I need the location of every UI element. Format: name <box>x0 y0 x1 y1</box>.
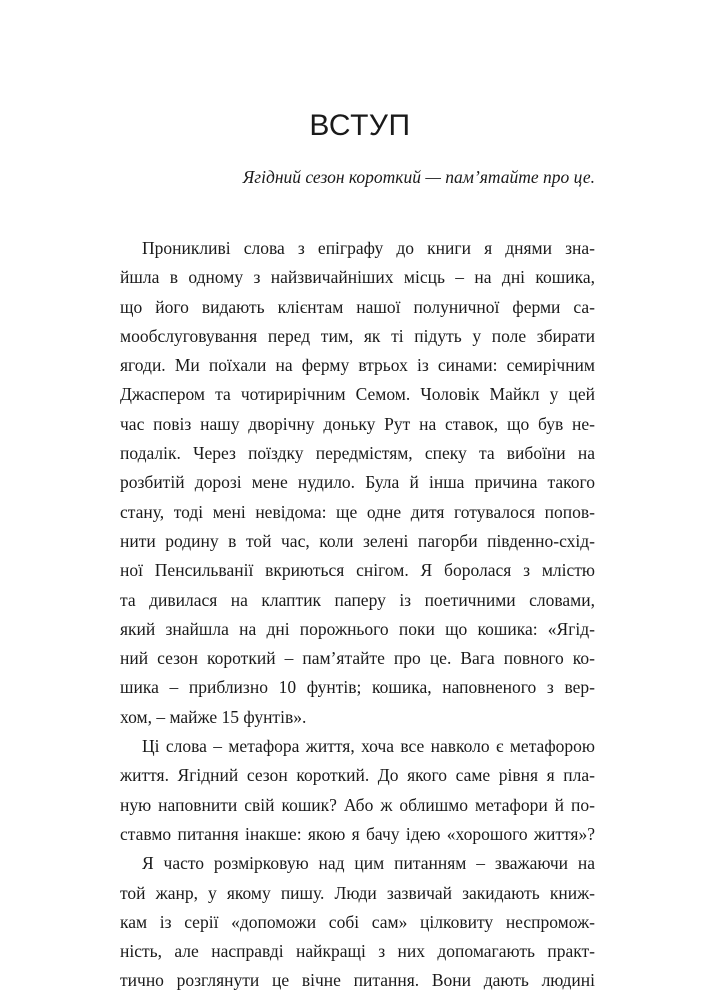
text-line: час повіз нашу дворічну доньку Рут на ставок, що був не- <box>120 413 595 434</box>
chapter-title: ВСТУП <box>309 109 411 142</box>
paragraph <box>120 732 595 849</box>
text-line: мообслуговування перед тим, як ті підуть у поле збирати <box>120 325 595 346</box>
paragraph <box>120 234 595 732</box>
body-text <box>120 234 595 996</box>
text-line: що його видають клієнтам нашої полуничної ферми са- <box>120 296 595 317</box>
text-line: кам із серії «допоможи собі сам» цілковиту неспромож- <box>120 911 595 932</box>
text-line: ний сезон короткий – пам’ятайте про це. Вага повного ко- <box>120 648 595 669</box>
text-line: Проникливі слова з епіграфу до книги я днями зна- <box>142 238 595 258</box>
text-line: тично розглянути це вічне питання. Вони дають людині <box>120 970 595 991</box>
text-line: Я часто розмірковую над цим питанням – зважаючи на <box>142 853 595 874</box>
text-line: Джаспером та чотирирічним Семом. Чоловік Майкл у цей <box>120 384 595 405</box>
text-line: шика – приблизно 10 фунтів; кошика, наповненого з вер- <box>120 677 595 698</box>
text-line: йшла в одному з найзвичайніших місць – на дні кошика, <box>120 267 595 288</box>
text-line: ягоди. Ми поїхали на ферму втрьох із синами: семирічним <box>120 355 595 376</box>
text-line: який знайшла на дні порожнього поки що кошика: «Ягід- <box>120 618 595 639</box>
epigraph: Ягідний сезон короткий — пам’ятайте про це. <box>242 167 595 187</box>
paragraph <box>120 849 595 995</box>
text-line: той жанр, у якому пишу. Люди зазвичай закидають книж- <box>120 882 595 903</box>
text-line: хом, – майже 15 фунтів». <box>120 706 307 727</box>
text-line: ную наповнити свій кошик? Або ж облишмо метафори й по- <box>120 794 595 815</box>
text-line: ставмо питання інакше: якою я бачу ідею «хорошого життя»? <box>120 823 595 844</box>
text-line: ність, але насправді найкращі з них допомагають практ- <box>120 941 595 962</box>
text-line: та дивилася на клаптик паперу із поетичними словами, <box>120 589 595 610</box>
text-line: подалік. Через поїздку передмістям, спеку та вибоїни на <box>120 443 595 464</box>
text-line: нити родину в той час, коли зелені пагорби південно-схід- <box>120 530 595 551</box>
text-line: розбитій дорозі мене нудило. Була й інша причина такого <box>120 472 595 493</box>
text-line: Ці слова – метафора життя, хоча все навколо є метафорою <box>142 736 595 757</box>
text-line: життя. Ягідний сезон короткий. До якого саме рівня я пла- <box>120 765 595 786</box>
text-line: стану, тоді мені невідома: ще одне дитя готувалося попов- <box>120 501 595 522</box>
text-line: ної Пенсильванії вкриються снігом. Я боролася з млістю <box>120 560 595 581</box>
